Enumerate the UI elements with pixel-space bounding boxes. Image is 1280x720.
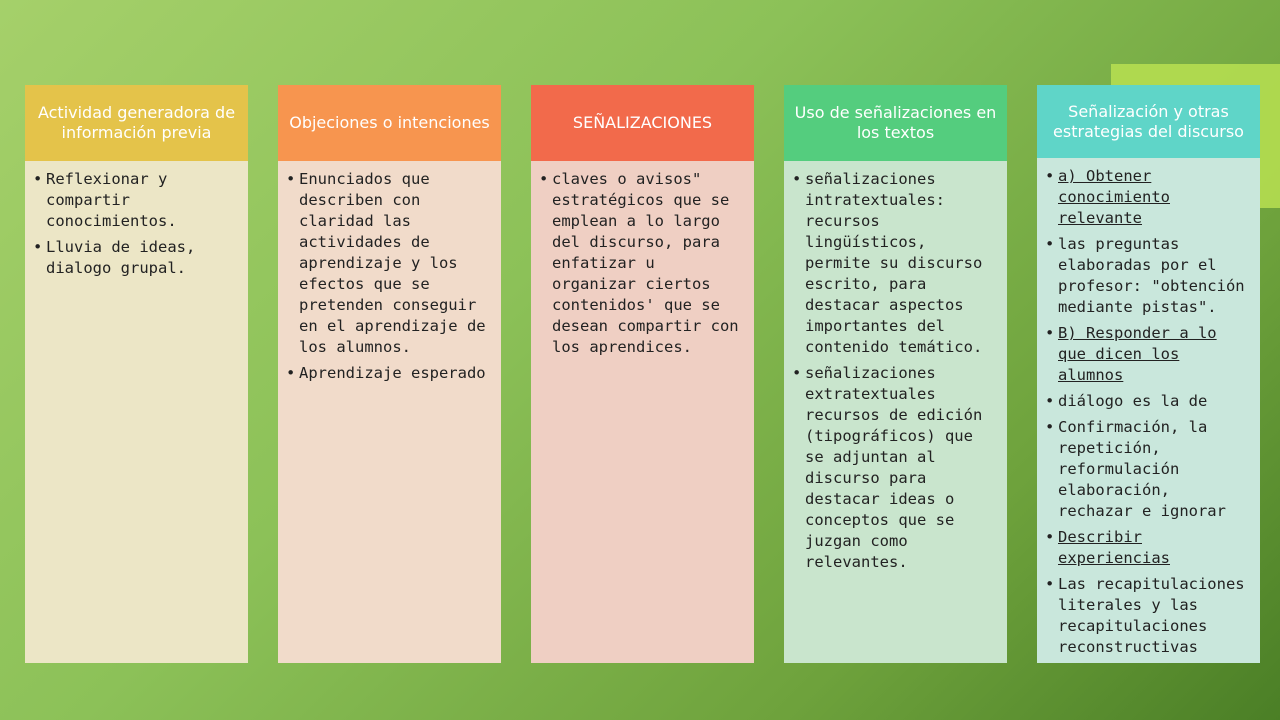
list-item: • Confirmación, la repetición, reformulación elaboración, rechazar e ignorar — [1045, 417, 1252, 522]
list-item: • Aprendizaje esperado — [286, 363, 493, 384]
bullet-list — [1045, 166, 1252, 658]
column-senalizacion-estrategias — [1037, 85, 1260, 663]
list-item: • Reflexionar y compartir conocimientos. — [33, 169, 240, 232]
column-senalizaciones — [531, 85, 754, 663]
column-header: Señalización y otras estrategias del discurso — [1037, 85, 1260, 158]
column-header: SEÑALIZACIONES — [531, 85, 754, 161]
column-body — [278, 161, 501, 663]
column-header: Uso de señalizaciones en los textos — [784, 85, 1007, 161]
list-item-text: a) Obtener conocimiento relevante — [1058, 167, 1170, 227]
list-item: • las preguntas elaboradas por el profesor: "obtención mediante pistas". — [1045, 234, 1252, 318]
list-item: • diálogo es la de — [1045, 391, 1252, 412]
bullet-list — [539, 169, 746, 358]
column-objeciones — [278, 85, 501, 663]
bullet-list — [286, 169, 493, 384]
bullet-list — [33, 169, 240, 279]
list-item-text: Describir experiencias — [1058, 528, 1170, 567]
column-actividad-generadora — [25, 85, 248, 663]
list-item — [1045, 527, 1252, 569]
list-item-text: B) Responder a lo que dicen los alumnos — [1058, 324, 1217, 384]
column-header: Objeciones o intenciones — [278, 85, 501, 161]
list-item: • Enunciados que describen con claridad las actividades de aprendizaje y los efectos que se pretenden conseguir en el aprendizaje de los alumnos. — [286, 169, 493, 358]
bullet-list — [792, 169, 999, 573]
list-item: • señalizaciones intratextuales: recursos lingüísticos, permite su discurso escrito, para destacar aspectos importantes del contenido temático. — [792, 169, 999, 358]
list-item: • claves o avisos" estratégicos que se emplean a lo largo del discurso, para enfatizar u organizar ciertos contenidos' que se desean compartir con los aprendices. — [539, 169, 746, 358]
column-body — [1037, 158, 1260, 663]
list-item: • señalizaciones extratextuales recursos de edición (tipográficos) que se adjuntan al discurso para destacar ideas o conceptos que se juzgan como relevantes. — [792, 363, 999, 573]
column-header: Actividad generadora de información previa — [25, 85, 248, 161]
column-body — [25, 161, 248, 663]
column-uso-senalizaciones — [784, 85, 1007, 663]
list-item — [1045, 166, 1252, 229]
column-body — [531, 161, 754, 663]
list-item: • Lluvia de ideas, dialogo grupal. — [33, 237, 240, 279]
list-item — [1045, 323, 1252, 386]
column-body — [784, 161, 1007, 663]
list-item: • Las recapitulaciones literales y las recapitulaciones reconstructivas — [1045, 574, 1252, 658]
